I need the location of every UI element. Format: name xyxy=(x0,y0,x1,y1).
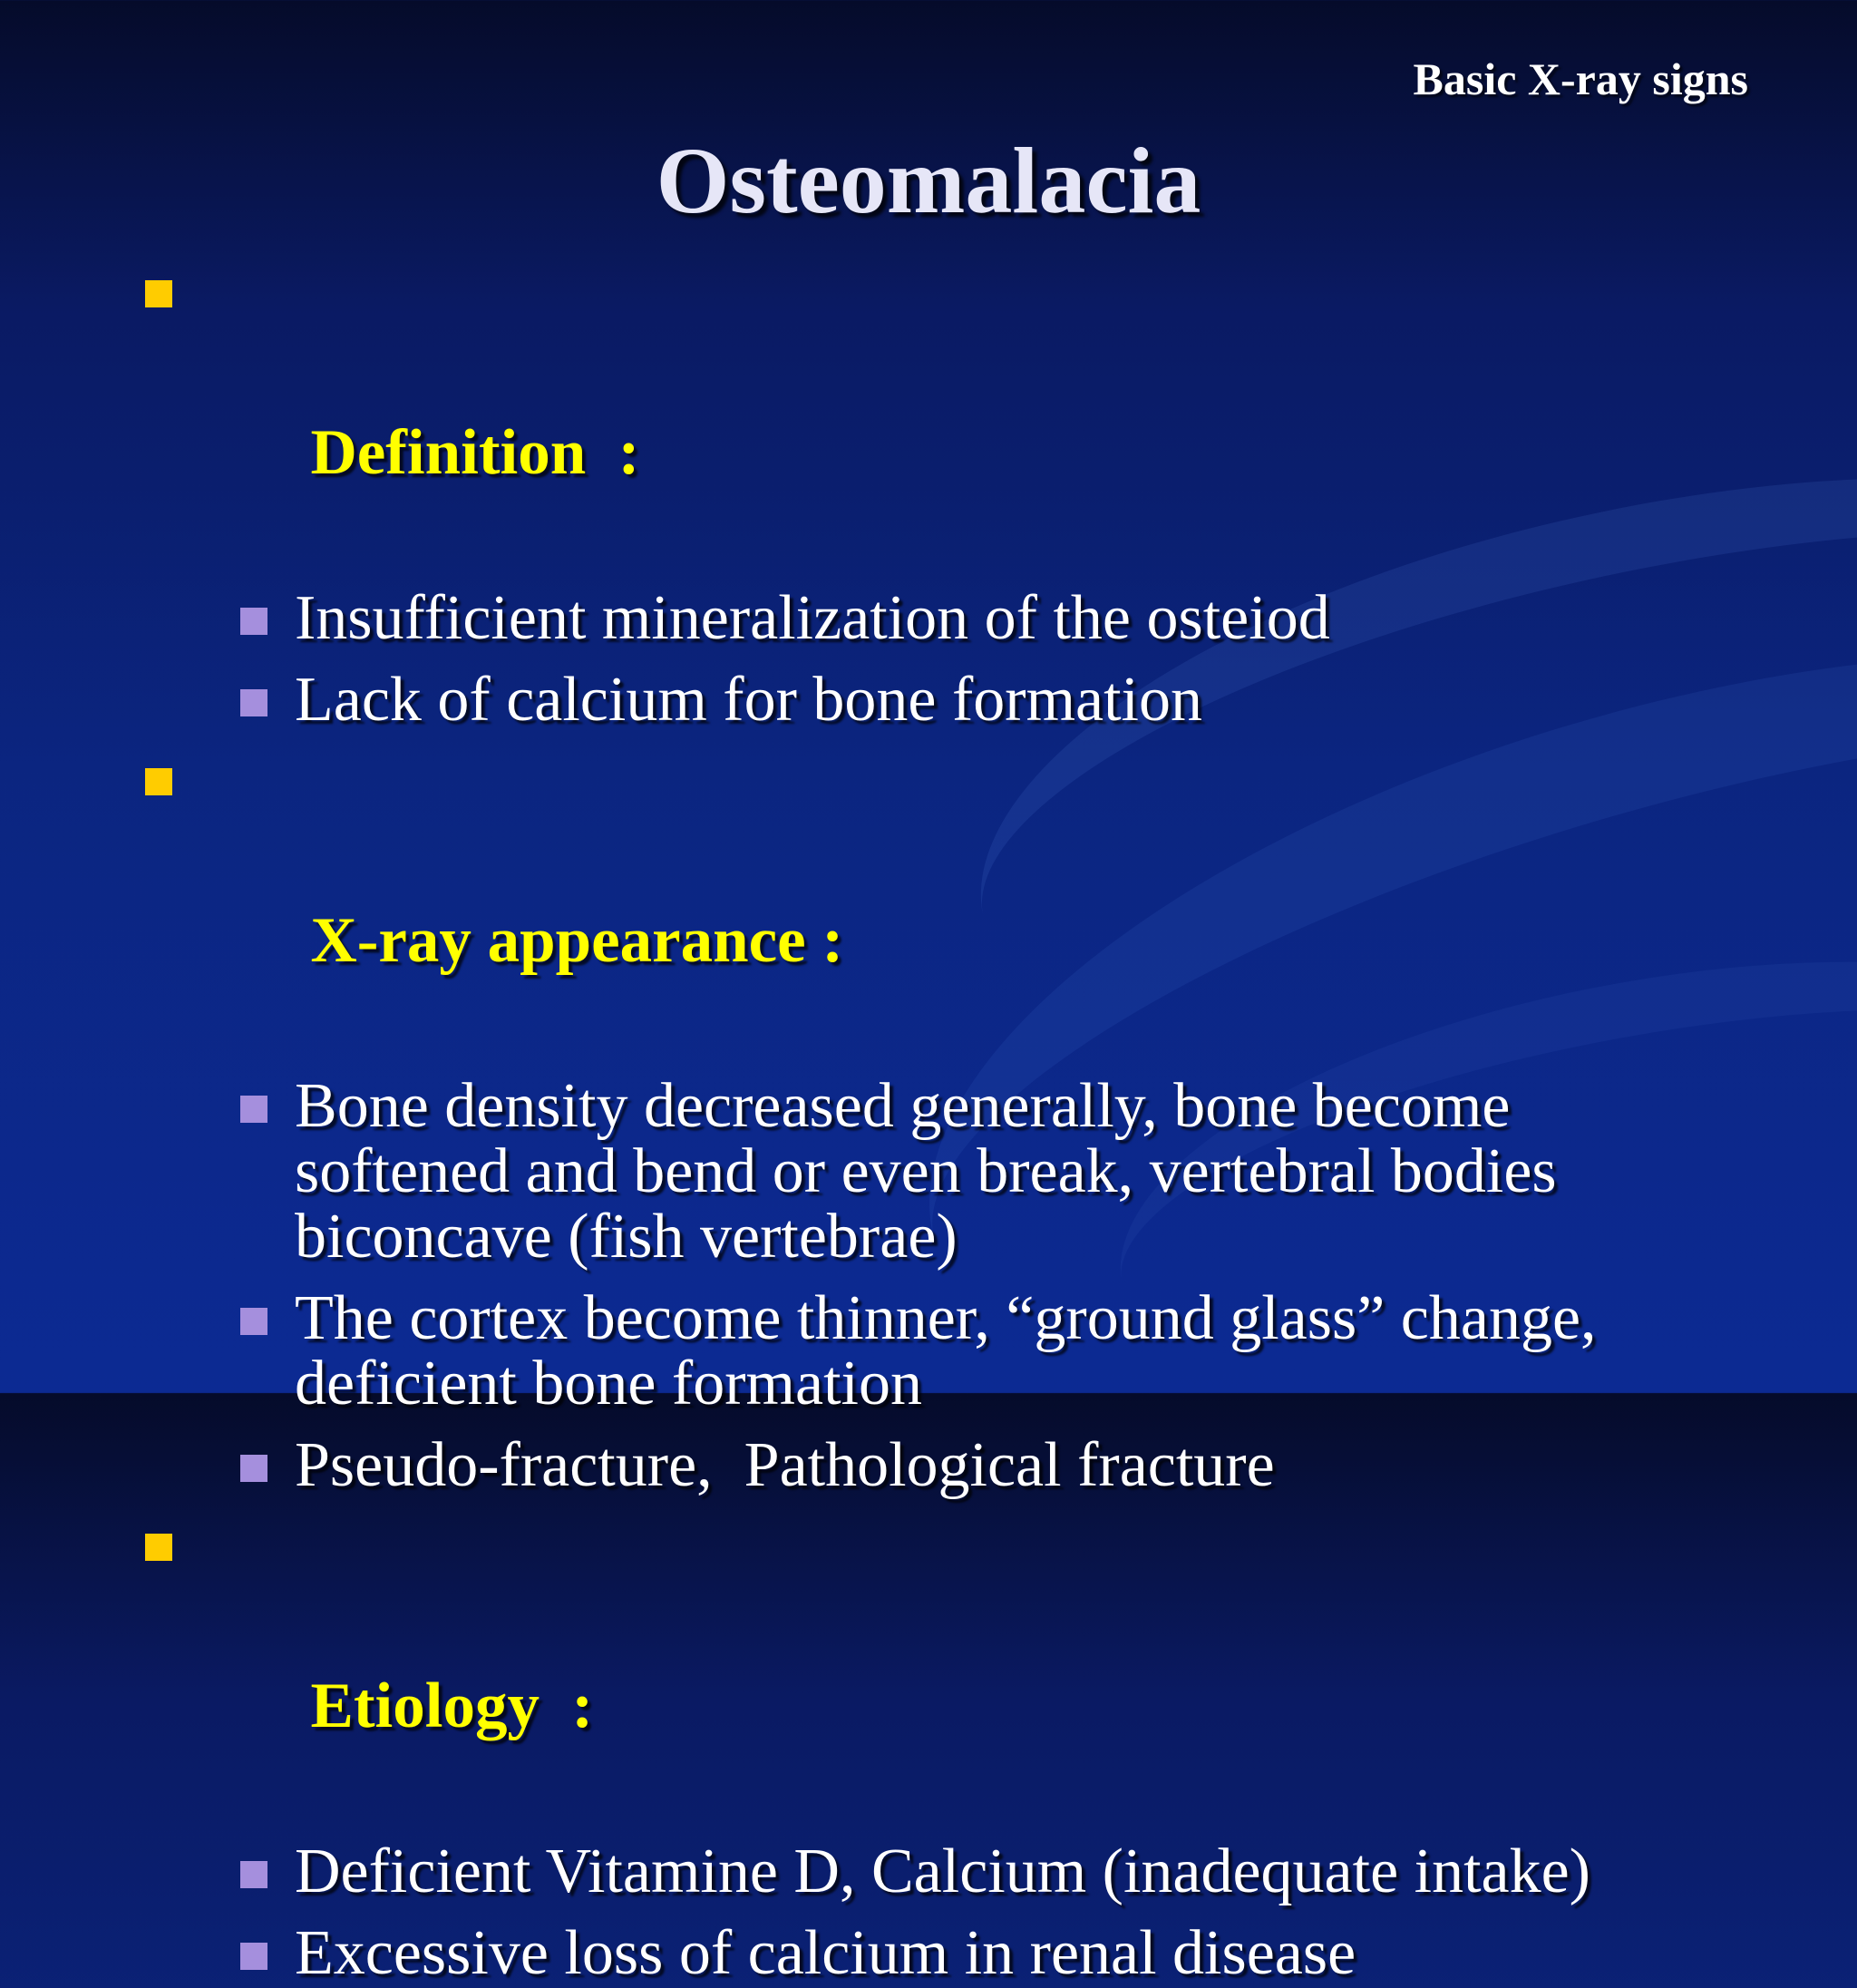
square-bullet-icon xyxy=(240,1455,267,1482)
list-item-text: Lack of calcium for bone formation xyxy=(295,665,1202,735)
section-heading xyxy=(145,258,1804,570)
section-heading xyxy=(145,746,1804,1057)
section-heading xyxy=(145,1511,1804,1823)
list-item xyxy=(145,665,1804,735)
square-bullet-icon xyxy=(240,1943,267,1970)
square-bullet-icon xyxy=(145,768,172,795)
list-item xyxy=(145,583,1804,653)
section-heading-text: Definition : xyxy=(310,417,640,488)
slide-content xyxy=(145,258,1804,1986)
list-item xyxy=(145,1071,1709,1272)
square-bullet-icon xyxy=(240,689,267,716)
list-item xyxy=(145,1283,1709,1418)
square-bullet-icon xyxy=(145,1534,172,1561)
section-xray-appearance xyxy=(145,746,1804,1498)
square-bullet-icon xyxy=(240,608,267,635)
square-bullet-icon xyxy=(240,1308,267,1335)
square-bullet-icon xyxy=(145,280,172,307)
square-bullet-icon xyxy=(240,1096,267,1123)
list-item-text: Pseudo-fracture, Pathological fracture xyxy=(295,1430,1275,1500)
list-item xyxy=(145,1430,1804,1500)
slide-title: Osteomalacia xyxy=(656,129,1201,233)
section-heading-text: X-ray appearance : xyxy=(310,905,844,976)
list-item-text: The cortex become thinner, “ground glass” change, deficient bone formation xyxy=(295,1283,1597,1418)
square-bullet-icon xyxy=(240,1861,267,1888)
list-item xyxy=(145,1918,1804,1988)
list-item-text: Deficient Vitamine D, Calcium (inadequate intake) xyxy=(295,1837,1590,1906)
section-heading-text: Etiology : xyxy=(310,1671,594,1741)
list-item-text: Excessive loss of calcium in renal disease xyxy=(295,1918,1356,1988)
list-item-text: Bone density decreased generally, bone become softened and bend or even break, vertebral bodies biconcave (fish vertebrae) xyxy=(295,1071,1557,1272)
slide-header-label: Basic X-ray signs xyxy=(1413,54,1748,104)
list-item xyxy=(145,1839,1804,1905)
list-item-text: Insufficient mineralization of the osteiod xyxy=(295,583,1330,653)
section-definition xyxy=(145,258,1804,733)
section-etiology xyxy=(145,1511,1804,1986)
